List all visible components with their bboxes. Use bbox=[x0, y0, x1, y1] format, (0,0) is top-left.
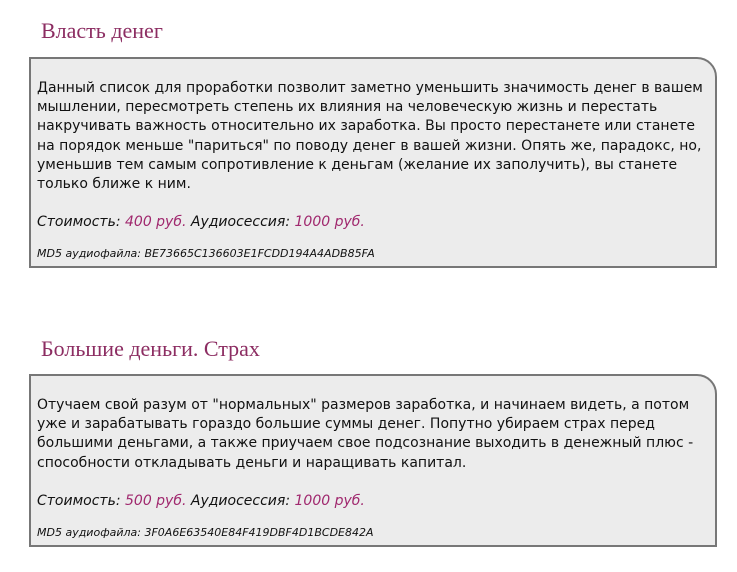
md5-value: 3F0A6E63540E84F419DBF4D1BCDE842A bbox=[144, 525, 374, 539]
price-line bbox=[37, 492, 709, 511]
audio-session-price: 1000 руб. bbox=[294, 214, 365, 231]
product-description: Отучаем свой разум от "нормальных" размеров заработка, и начинаем видеть, а потом уже и зарабатывать гораздо большие суммы денег. Попутно убираем страх перед большими деньгами, а также приучаем свое подсознание выходить в денежный плюс - способности откладывать деньги и наращивать капитал. bbox=[37, 397, 694, 471]
md5-line bbox=[37, 526, 709, 540]
product-title: Власть денег bbox=[41, 18, 163, 43]
product-card bbox=[29, 57, 717, 268]
product-card bbox=[29, 374, 717, 547]
product-title: Большие деньги. Страх bbox=[41, 336, 260, 361]
md5-label: MD5 аудиофайла: bbox=[37, 247, 141, 261]
audio-session-price: 1000 руб. bbox=[294, 492, 365, 509]
md5-label: MD5 аудиофайла: bbox=[37, 525, 141, 539]
price-label: Стоимость: bbox=[37, 214, 121, 231]
audio-session-label: Аудиосессия: bbox=[190, 214, 291, 231]
md5-line bbox=[37, 247, 709, 261]
price-value: 500 руб. bbox=[125, 492, 187, 509]
price-label: Стоимость: bbox=[37, 492, 121, 509]
md5-value: BE73665C136603E1FCDD194A4ADB85FA bbox=[144, 247, 375, 261]
price-value: 400 руб. bbox=[125, 214, 187, 231]
product-description: Данный список для проработки позволит заметно уменьшить значимость денег в вашем мышлении, пересмотреть степень их влияния на человеческую жизнь и перестать накручивать важность относительно их заработка. Вы просто перестанете или станете на порядок меньше "париться" по поводу денег в вашей жизни. Опять же, парадокс, но, уменьшив тем самым сопротивление к деньгам (желание их заполучить), вы станете только ближе к ним. bbox=[37, 80, 703, 193]
price-line bbox=[37, 213, 709, 232]
audio-session-label: Аудиосессия: bbox=[190, 492, 291, 509]
